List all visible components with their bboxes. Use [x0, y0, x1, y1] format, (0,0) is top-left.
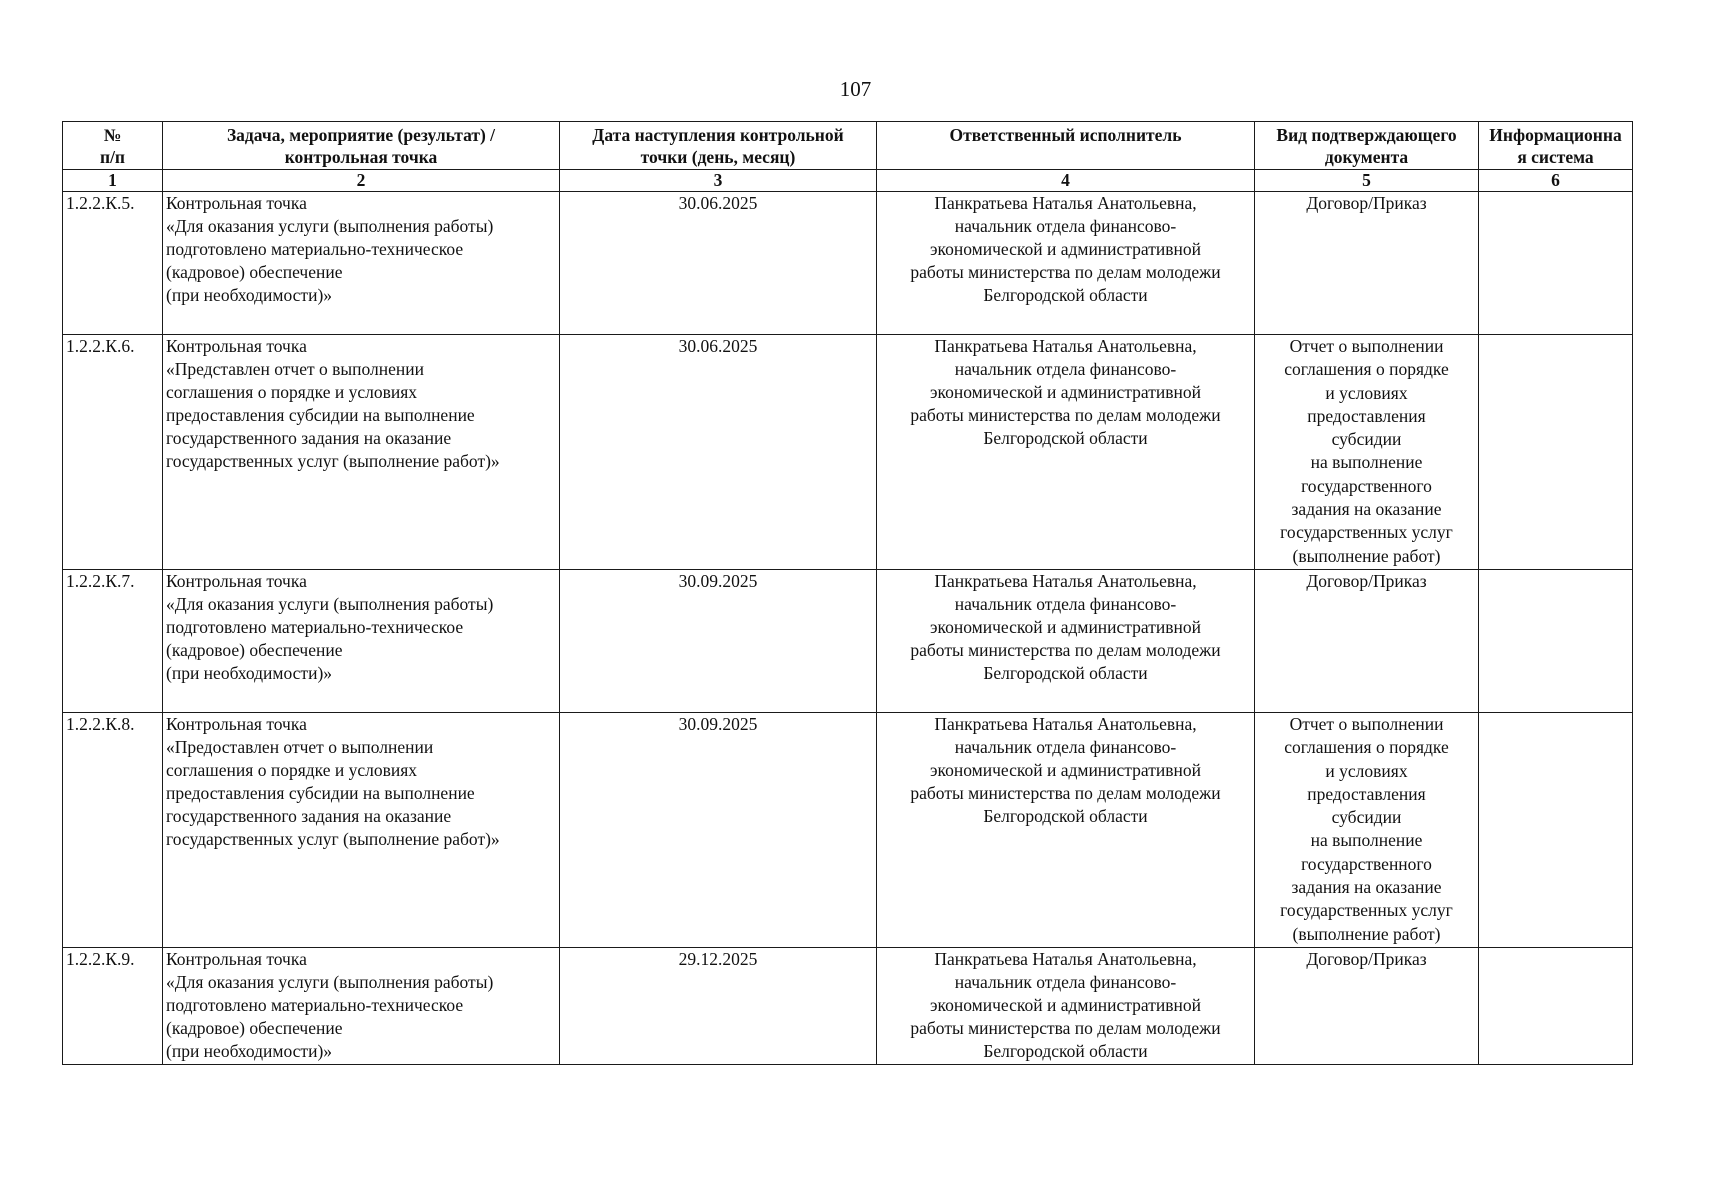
- column-number: 3: [560, 170, 877, 192]
- row-executor: Панкратьева Наталья Анатольевна, начальник отдела финансово- экономической и административной работы министерства по делам молодежи Белгородской области: [877, 335, 1255, 570]
- table-header-row: [63, 122, 1633, 170]
- row-executor: Панкратьева Наталья Анатольевна, начальник отдела финансово- экономической и административной работы министерства по делам молодежи Белгородской области: [877, 713, 1255, 948]
- row-date: 30.09.2025: [560, 570, 877, 713]
- header-col-task: Задача, мероприятие (результат) / контрольная точка: [163, 122, 560, 170]
- row-date: 30.06.2025: [560, 335, 877, 570]
- row-document: Договор/Приказ: [1255, 570, 1479, 713]
- column-number: 2: [163, 170, 560, 192]
- row-number: 1.2.2.К.9.: [63, 948, 163, 1065]
- header-col-date: Дата наступления контрольной точки (день, месяц): [560, 122, 877, 170]
- row-date: 30.06.2025: [560, 192, 877, 335]
- row-date: 29.12.2025: [560, 948, 877, 1065]
- column-number: 4: [877, 170, 1255, 192]
- row-document: Договор/Приказ: [1255, 948, 1479, 1065]
- column-numbers-row: [63, 170, 1633, 192]
- column-number: 6: [1479, 170, 1633, 192]
- row-document: Отчет о выполнении соглашения о порядке и условиях предоставления субсидии на выполнение государственного задания на оказание государственных услуг (выполнение работ): [1255, 335, 1479, 570]
- table-row: [63, 713, 1633, 948]
- header-col-document: Вид подтверждающего документа: [1255, 122, 1479, 170]
- header-col-system: Информационна я система: [1479, 122, 1633, 170]
- row-system: [1479, 192, 1633, 335]
- page-number: 107: [839, 77, 872, 101]
- column-number: 5: [1255, 170, 1479, 192]
- row-executor: Панкратьева Наталья Анатольевна, начальник отдела финансово- экономической и административной работы министерства по делам молодежи Белгородской области: [877, 570, 1255, 713]
- row-system: [1479, 335, 1633, 570]
- row-task: Контрольная точка «Представлен отчет о выполнении соглашения о порядке и условиях предоставления субсидии на выполнение государственного задания на оказание государственных услуг (выполнение работ)»: [163, 335, 560, 570]
- row-task: Контрольная точка «Для оказания услуги (выполнения работы) подготовлено материально-техническое (кадровое) обеспечение (при необходимости)»: [163, 948, 560, 1065]
- control-points-table: [62, 121, 1633, 1065]
- column-number: 1: [63, 170, 163, 192]
- table-row: [63, 570, 1633, 713]
- row-number: 1.2.2.К.5.: [63, 192, 163, 335]
- row-executor: Панкратьева Наталья Анатольевна, начальник отдела финансово- экономической и административной работы министерства по делам молодежи Белгородской области: [877, 948, 1255, 1065]
- table-row: [63, 335, 1633, 570]
- table-row: [63, 948, 1633, 1065]
- header-col-executor: Ответственный исполнитель: [877, 122, 1255, 170]
- row-number: 1.2.2.К.7.: [63, 570, 163, 713]
- row-number: 1.2.2.К.8.: [63, 713, 163, 948]
- row-date: 30.09.2025: [560, 713, 877, 948]
- row-system: [1479, 948, 1633, 1065]
- row-task: Контрольная точка «Предоставлен отчет о выполнении соглашения о порядке и условиях предоставления субсидии на выполнение государственного задания на оказание государственных услуг (выполнение работ)»: [163, 713, 560, 948]
- header-col-number: № п/п: [63, 122, 163, 170]
- row-task: Контрольная точка «Для оказания услуги (выполнения работы) подготовлено материально-техническое (кадровое) обеспечение (при необходимости)»: [163, 570, 560, 713]
- row-system: [1479, 713, 1633, 948]
- row-system: [1479, 570, 1633, 713]
- row-document: Договор/Приказ: [1255, 192, 1479, 335]
- table-row: [63, 192, 1633, 335]
- row-executor: Панкратьева Наталья Анатольевна, начальник отдела финансово- экономической и административной работы министерства по делам молодежи Белгородской области: [877, 192, 1255, 335]
- row-document: Отчет о выполнении соглашения о порядке и условиях предоставления субсидии на выполнение государственного задания на оказание государственных услуг (выполнение работ): [1255, 713, 1479, 948]
- row-task: Контрольная точка «Для оказания услуги (выполнения работы) подготовлено материально-техническое (кадровое) обеспечение (при необходимости)»: [163, 192, 560, 335]
- row-number: 1.2.2.К.6.: [63, 335, 163, 570]
